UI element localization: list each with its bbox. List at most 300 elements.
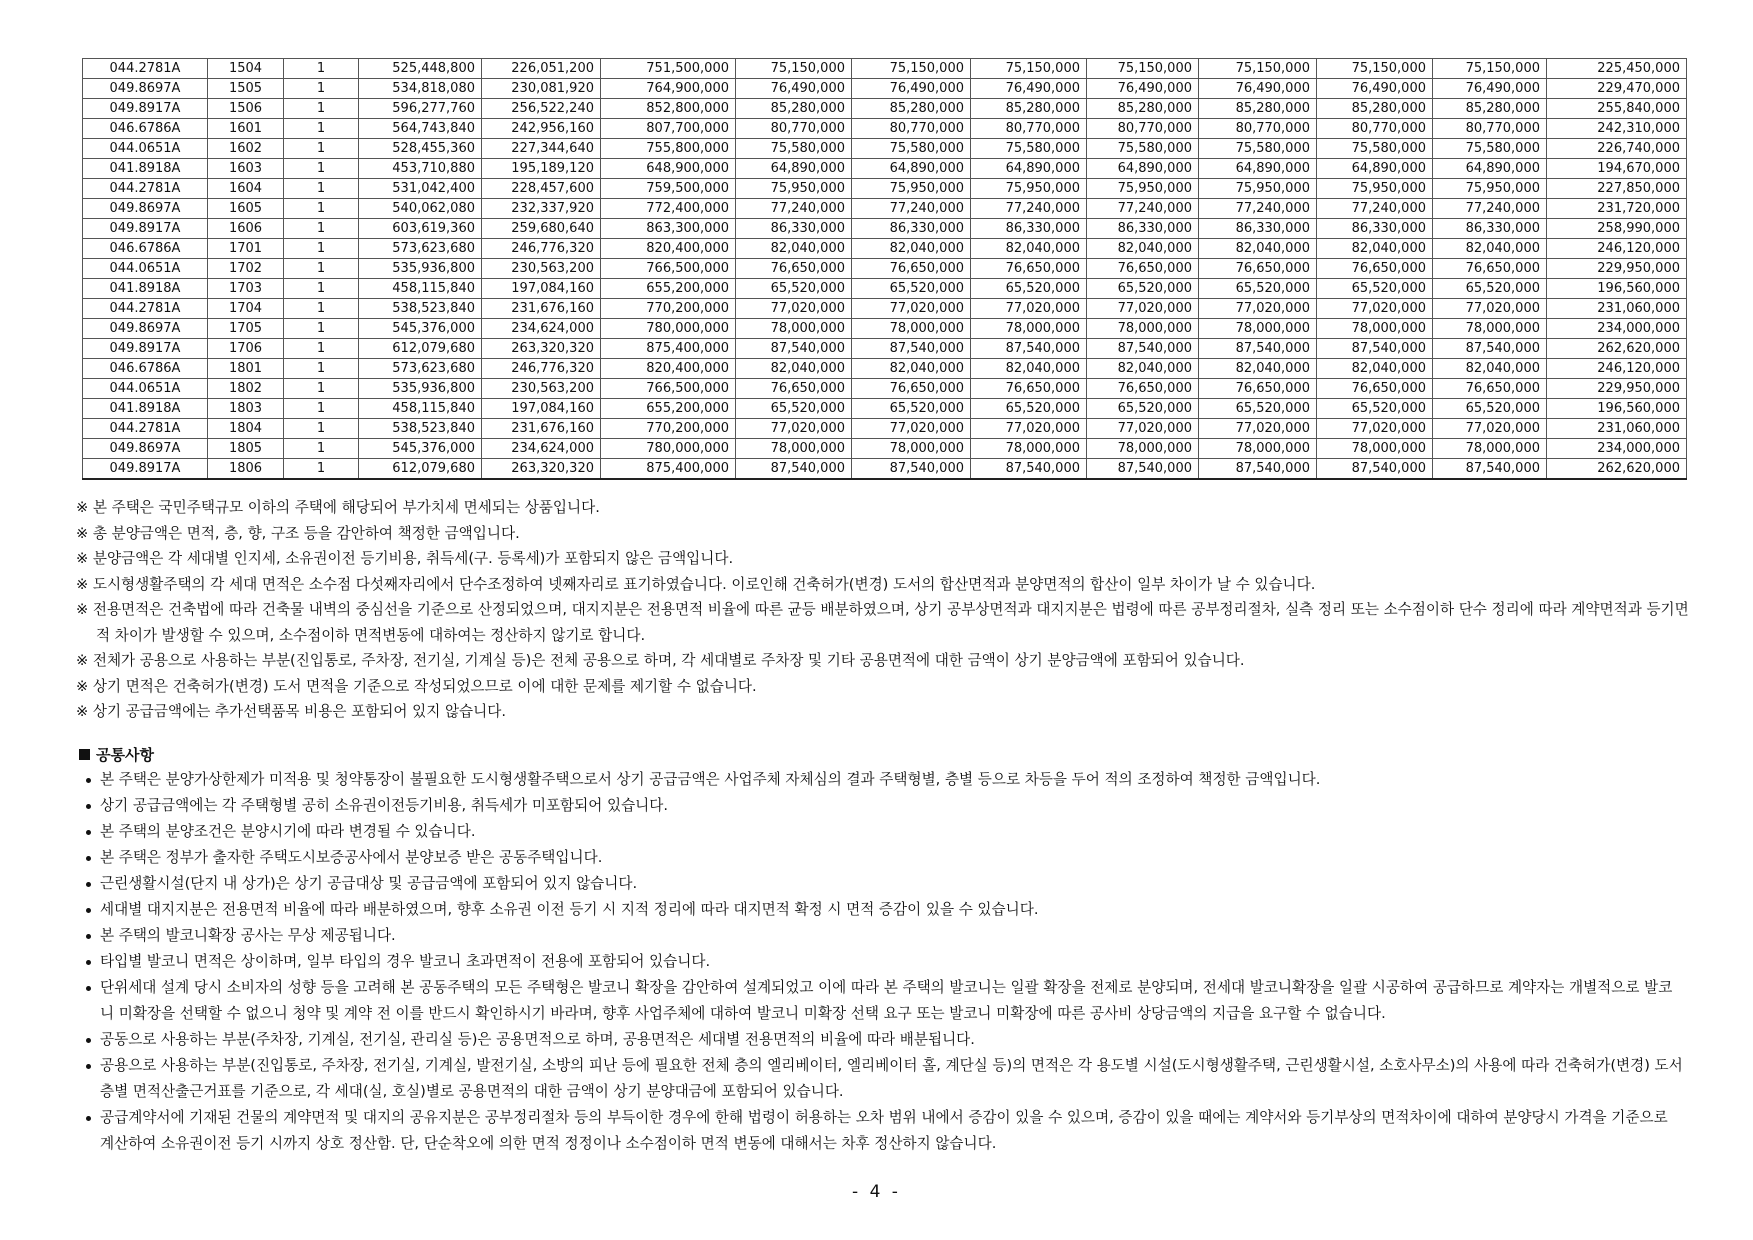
table-cell: 044.0651A (83, 259, 208, 279)
table-cell: 77,020,000 (1317, 419, 1433, 439)
table-cell: 77,240,000 (1433, 199, 1547, 219)
table-cell: 041.8918A (83, 279, 208, 299)
table-cell: 76,650,000 (736, 259, 852, 279)
table-cell: 458,115,840 (359, 399, 482, 419)
table-cell: 044.2781A (83, 419, 208, 439)
table-cell: 65,520,000 (971, 279, 1087, 299)
table-cell: 1 (284, 339, 359, 359)
table-cell: 85,280,000 (971, 99, 1087, 119)
table-cell: 780,000,000 (601, 319, 736, 339)
table-cell: 87,540,000 (1087, 339, 1199, 359)
table-cell: 78,000,000 (1317, 439, 1433, 459)
table-cell: 76,650,000 (736, 379, 852, 399)
table-cell: 82,040,000 (736, 239, 852, 259)
table-cell: 1804 (208, 419, 284, 439)
table-cell: 751,500,000 (601, 59, 736, 79)
table-cell: 65,520,000 (1317, 399, 1433, 419)
note-item: ※ 도시형생활주택의 각 세대 면적은 소수점 다섯째자리에서 단수조정하여 넷째자리로 표기하였습니다. 이로인해 건축허가(변경) 도서의 합산면적과 분양면적의 합산이 일부 차이가 날 수 있습니다. (76, 575, 1316, 593)
table-cell: 78,000,000 (1199, 319, 1317, 339)
table-cell: 86,330,000 (1087, 219, 1199, 239)
table-cell: 65,520,000 (1199, 279, 1317, 299)
table-cell: 230,563,200 (482, 259, 601, 279)
table-cell: 1605 (208, 199, 284, 219)
table-cell: 046.6786A (83, 359, 208, 379)
table-row (83, 239, 1687, 259)
table-cell: 82,040,000 (1199, 359, 1317, 379)
table-cell: 648,900,000 (601, 159, 736, 179)
table-cell: 1603 (208, 159, 284, 179)
common-item: 공동으로 사용하는 부분(주차장, 기계실, 전기실, 관리실 등)은 공용면적으로 하며, 공용면적은 세대별 전용면적의 비율에 따라 배분됩니다. (84, 1027, 1684, 1053)
table-cell: 78,000,000 (971, 319, 1087, 339)
price-table-body (83, 59, 1687, 480)
table-cell: 262,620,000 (1547, 459, 1687, 480)
table-cell: 80,770,000 (1199, 119, 1317, 139)
table-cell: 65,520,000 (1087, 279, 1199, 299)
table-cell: 82,040,000 (736, 359, 852, 379)
table-cell: 75,950,000 (1087, 179, 1199, 199)
table-cell: 77,020,000 (736, 299, 852, 319)
table-cell: 77,240,000 (1087, 199, 1199, 219)
common-item: 본 주택은 분양가상한제가 미적용 및 청약통장이 불필요한 도시형생활주택으로서 상기 공급금액은 사업주체 자체심의 결과 주택형별, 층별 등으로 차등을 두어 적의 조정하여 책정한 금액입니다. (84, 767, 1684, 793)
table-cell: 76,490,000 (1087, 79, 1199, 99)
common-item: 공용으로 사용하는 부분(진입통로, 주차장, 전기실, 기계실, 발전기실, 소방의 피난 등에 필요한 전체 층의 엘리베이터, 엘리베이터 홀, 계단실 등)의 면적은 각 용도별 시설(도시형생활주택, 근린생활시설, 소호사무소)의 사용에 따라 건축허가(변경) 도서 층별 면적산출근거표를 기준으로, 각 세대(실, 호실)별로 공용면적의 대한 금액이 상기 분양대금에 포함되어 있습니다. (84, 1053, 1684, 1105)
table-cell: 234,624,000 (482, 439, 601, 459)
table-cell: 76,650,000 (1317, 259, 1433, 279)
common-item: 공급계약서에 기재된 건물의 계약면적 및 대지의 공유지분은 공부정리절차 등의 부득이한 경우에 한해 법령이 허용하는 오차 범위 내에서 증감이 있을 수 있으며, 증감이 있을 때에는 계약서와 등기부상의 면적차이에 대하여 분양당시 가격을 기준으로 계산하여 소유권이전 등기 시까지 상호 정산함. 단, 단순착오에 의한 면적 정정이나 소수점이하 면적 변동에 대해서는 차후 정산하지 않습니다. (84, 1105, 1684, 1157)
common-section-heading (79, 743, 154, 767)
table-cell: 230,081,920 (482, 79, 601, 99)
table-cell: 1 (284, 279, 359, 299)
table-cell: 044.2781A (83, 179, 208, 199)
table-row (83, 259, 1687, 279)
table-cell: 78,000,000 (1087, 439, 1199, 459)
common-item: 상기 공급금액에는 각 주택형별 공히 소유권이전등기비용, 취득세가 미포함되어 있습니다. (84, 793, 1684, 819)
table-cell: 770,200,000 (601, 419, 736, 439)
table-cell: 76,650,000 (1199, 259, 1317, 279)
table-cell: 044.2781A (83, 299, 208, 319)
table-cell: 545,376,000 (359, 319, 482, 339)
table-cell: 82,040,000 (1087, 239, 1199, 259)
table-cell: 76,490,000 (852, 79, 971, 99)
table-cell: 76,490,000 (1317, 79, 1433, 99)
table-cell: 78,000,000 (736, 319, 852, 339)
table-cell: 77,020,000 (1087, 419, 1199, 439)
table-cell: 612,079,680 (359, 459, 482, 480)
table-cell: 852,800,000 (601, 99, 736, 119)
table-cell: 75,950,000 (736, 179, 852, 199)
table-cell: 528,455,360 (359, 139, 482, 159)
table-cell: 242,956,160 (482, 119, 601, 139)
table-cell: 65,520,000 (1199, 399, 1317, 419)
table-cell: 612,079,680 (359, 339, 482, 359)
table-cell: 229,950,000 (1547, 259, 1687, 279)
table-cell: 64,890,000 (852, 159, 971, 179)
table-cell: 77,240,000 (971, 199, 1087, 219)
table-cell: 85,280,000 (1199, 99, 1317, 119)
table-cell: 76,650,000 (1087, 259, 1199, 279)
table-cell: 041.8918A (83, 159, 208, 179)
table-cell: 82,040,000 (1317, 239, 1433, 259)
table-cell: 655,200,000 (601, 279, 736, 299)
table-row (83, 119, 1687, 139)
table-cell: 535,936,800 (359, 259, 482, 279)
table-cell: 87,540,000 (1433, 459, 1547, 480)
note-item: ※ 상기 면적은 건축허가(변경) 도서 면적을 기준으로 작성되었으므로 이에 대한 문제를 제기할 수 없습니다. (76, 677, 757, 695)
table-cell: 77,240,000 (852, 199, 971, 219)
table-cell: 1 (284, 299, 359, 319)
table-cell: 764,900,000 (601, 79, 736, 99)
table-cell: 1 (284, 359, 359, 379)
table-cell: 65,520,000 (1433, 399, 1547, 419)
table-cell: 77,020,000 (1317, 299, 1433, 319)
table-cell: 1701 (208, 239, 284, 259)
table-row (83, 439, 1687, 459)
table-row (83, 139, 1687, 159)
table-row (83, 379, 1687, 399)
table-cell: 234,624,000 (482, 319, 601, 339)
table-cell: 1 (284, 79, 359, 99)
table-cell: 76,650,000 (852, 379, 971, 399)
table-row (83, 399, 1687, 419)
table-cell: 875,400,000 (601, 459, 736, 480)
table-cell: 80,770,000 (736, 119, 852, 139)
table-cell: 230,563,200 (482, 379, 601, 399)
table-cell: 64,890,000 (1433, 159, 1547, 179)
table-cell: 64,890,000 (1317, 159, 1433, 179)
table-cell: 76,650,000 (852, 259, 971, 279)
table-cell: 77,020,000 (1433, 419, 1547, 439)
table-cell: 80,770,000 (1317, 119, 1433, 139)
common-item: 세대별 대지지분은 전용면적 비율에 따라 배분하였으며, 향후 소유권 이전 등기 시 지적 정리에 따라 대지면적 확정 시 면적 증감이 있을 수 있습니다. (84, 897, 1684, 923)
table-cell: 044.0651A (83, 379, 208, 399)
table-cell: 78,000,000 (1199, 439, 1317, 459)
table-cell: 76,650,000 (1433, 379, 1547, 399)
table-cell: 76,650,000 (1087, 379, 1199, 399)
common-item: 타입별 발코니 면적은 상이하며, 일부 타입의 경우 발코니 초과면적이 전용에 포함되어 있습니다. (84, 949, 1684, 975)
table-cell: 227,850,000 (1547, 179, 1687, 199)
table-cell: 232,337,920 (482, 199, 601, 219)
table-cell: 044.0651A (83, 139, 208, 159)
table-cell: 229,950,000 (1547, 379, 1687, 399)
table-cell: 80,770,000 (971, 119, 1087, 139)
table-cell: 65,520,000 (971, 399, 1087, 419)
common-item: 본 주택은 정부가 출자한 주택도시보증공사에서 분양보증 받은 공동주택입니다. (84, 845, 1684, 871)
table-cell: 1801 (208, 359, 284, 379)
note-item: ※ 총 분양금액은 면적, 층, 향, 구조 등을 감안하여 책정한 금액입니다. (76, 524, 520, 542)
table-cell: 86,330,000 (736, 219, 852, 239)
table-cell: 64,890,000 (736, 159, 852, 179)
common-item: 본 주택의 분양조건은 분양시기에 따라 변경될 수 있습니다. (84, 819, 1684, 845)
table-cell: 1 (284, 59, 359, 79)
table-cell: 564,743,840 (359, 119, 482, 139)
note-item: ※ 분양금액은 각 세대별 인지세, 소유권이전 등기비용, 취득세(구. 등록세)가 포함되지 않은 금액입니다. (76, 550, 734, 567)
table-cell: 1 (284, 459, 359, 480)
table-row (83, 279, 1687, 299)
table-cell: 256,522,240 (482, 99, 601, 119)
table-cell: 538,523,840 (359, 299, 482, 319)
table-cell: 231,676,160 (482, 419, 601, 439)
table-row (83, 319, 1687, 339)
table-cell: 1 (284, 159, 359, 179)
table-cell: 78,000,000 (1317, 319, 1433, 339)
table-cell: 049.8697A (83, 319, 208, 339)
table-cell: 226,051,200 (482, 59, 601, 79)
table-cell: 234,000,000 (1547, 439, 1687, 459)
table-cell: 85,280,000 (1433, 99, 1547, 119)
table-cell: 78,000,000 (852, 439, 971, 459)
table-cell: 755,800,000 (601, 139, 736, 159)
table-cell: 86,330,000 (1199, 219, 1317, 239)
table-cell: 234,000,000 (1547, 319, 1687, 339)
table-cell: 1 (284, 319, 359, 339)
table-cell: 76,650,000 (971, 259, 1087, 279)
table-cell: 87,540,000 (1317, 339, 1433, 359)
table-cell: 1604 (208, 179, 284, 199)
table-cell: 75,580,000 (852, 139, 971, 159)
table-cell: 573,623,680 (359, 359, 482, 379)
table-cell: 545,376,000 (359, 439, 482, 459)
table-cell: 538,523,840 (359, 419, 482, 439)
table-cell: 75,150,000 (852, 59, 971, 79)
table-cell: 263,320,320 (482, 339, 601, 359)
table-row (83, 159, 1687, 179)
table-cell: 76,650,000 (1199, 379, 1317, 399)
table-cell: 766,500,000 (601, 259, 736, 279)
table-cell: 75,950,000 (971, 179, 1087, 199)
table-cell: 82,040,000 (1433, 239, 1547, 259)
table-cell: 534,818,080 (359, 79, 482, 99)
table-cell: 85,280,000 (852, 99, 971, 119)
table-cell: 77,240,000 (1199, 199, 1317, 219)
table-cell: 453,710,880 (359, 159, 482, 179)
table-cell: 75,950,000 (1433, 179, 1547, 199)
table-cell: 1705 (208, 319, 284, 339)
table-cell: 770,200,000 (601, 299, 736, 319)
table-cell: 65,520,000 (1087, 399, 1199, 419)
table-cell: 75,580,000 (1087, 139, 1199, 159)
table-cell: 87,540,000 (1199, 459, 1317, 480)
table-cell: 77,020,000 (1199, 419, 1317, 439)
table-cell: 049.8917A (83, 339, 208, 359)
table-cell: 231,060,000 (1547, 419, 1687, 439)
table-cell: 65,520,000 (736, 399, 852, 419)
table-cell: 87,540,000 (971, 459, 1087, 480)
table-cell: 863,300,000 (601, 219, 736, 239)
table-row (83, 299, 1687, 319)
table-cell: 1 (284, 259, 359, 279)
table-cell: 75,580,000 (1317, 139, 1433, 159)
table-cell: 573,623,680 (359, 239, 482, 259)
table-cell: 78,000,000 (852, 319, 971, 339)
table-cell: 75,950,000 (852, 179, 971, 199)
common-items-list (84, 767, 1684, 1157)
table-cell: 80,770,000 (1433, 119, 1547, 139)
table-row (83, 59, 1687, 79)
table-cell: 77,240,000 (736, 199, 852, 219)
table-cell: 77,020,000 (852, 419, 971, 439)
table-cell: 603,619,360 (359, 219, 482, 239)
note-item: ※ 상기 공급금액에는 추가선택품목 비용은 포함되어 있지 않습니다. (76, 703, 506, 720)
table-cell: 75,580,000 (971, 139, 1087, 159)
table-cell: 1805 (208, 439, 284, 459)
table-cell: 1606 (208, 219, 284, 239)
table-cell: 1706 (208, 339, 284, 359)
table-cell: 246,776,320 (482, 359, 601, 379)
table-cell: 227,344,640 (482, 139, 601, 159)
table-cell: 246,120,000 (1547, 239, 1687, 259)
table-cell: 197,084,160 (482, 399, 601, 419)
table-cell: 76,490,000 (1433, 79, 1547, 99)
table-cell: 77,240,000 (1317, 199, 1433, 219)
table-cell: 76,490,000 (736, 79, 852, 99)
table-cell: 1 (284, 419, 359, 439)
table-cell: 195,189,120 (482, 159, 601, 179)
common-item: 본 주택의 발코니확장 공사는 무상 제공됩니다. (84, 923, 1684, 949)
table-cell: 458,115,840 (359, 279, 482, 299)
table-cell: 78,000,000 (1433, 439, 1547, 459)
table-cell: 77,020,000 (1433, 299, 1547, 319)
table-cell: 196,560,000 (1547, 399, 1687, 419)
table-cell: 87,540,000 (1087, 459, 1199, 480)
table-cell: 049.8697A (83, 199, 208, 219)
table-cell: 1506 (208, 99, 284, 119)
table-cell: 86,330,000 (852, 219, 971, 239)
table-cell: 77,020,000 (971, 419, 1087, 439)
table-row (83, 179, 1687, 199)
table-cell: 87,540,000 (1317, 459, 1433, 480)
table-cell: 86,330,000 (1433, 219, 1547, 239)
table-cell: 75,580,000 (736, 139, 852, 159)
table-row (83, 459, 1687, 480)
table-cell: 85,280,000 (736, 99, 852, 119)
table-cell: 1 (284, 199, 359, 219)
table-cell: 75,580,000 (1433, 139, 1547, 159)
table-cell: 049.8697A (83, 439, 208, 459)
table-cell: 1803 (208, 399, 284, 419)
table-cell: 1802 (208, 379, 284, 399)
table-cell: 596,277,760 (359, 99, 482, 119)
table-cell: 75,950,000 (1317, 179, 1433, 199)
table-cell: 1 (284, 139, 359, 159)
table-cell: 229,470,000 (1547, 79, 1687, 99)
table-cell: 231,060,000 (1547, 299, 1687, 319)
table-cell: 87,540,000 (1199, 339, 1317, 359)
table-cell: 225,450,000 (1547, 59, 1687, 79)
table-cell: 196,560,000 (1547, 279, 1687, 299)
table-cell: 75,150,000 (736, 59, 852, 79)
table-cell: 228,457,600 (482, 179, 601, 199)
table-cell: 78,000,000 (1087, 319, 1199, 339)
table-cell: 75,150,000 (1199, 59, 1317, 79)
table-row (83, 199, 1687, 219)
table-cell: 76,650,000 (1317, 379, 1433, 399)
note-item: ※ 본 주택은 국민주택규모 이하의 주택에 해당되어 부가치세 면세되는 상품입니다. (76, 499, 600, 516)
table-cell: 82,040,000 (971, 239, 1087, 259)
table-cell: 76,490,000 (1199, 79, 1317, 99)
table-cell: 76,650,000 (1433, 259, 1547, 279)
table-cell: 87,540,000 (971, 339, 1087, 359)
table-cell: 64,890,000 (1087, 159, 1199, 179)
table-cell: 263,320,320 (482, 459, 601, 480)
table-cell: 64,890,000 (1199, 159, 1317, 179)
table-cell: 78,000,000 (736, 439, 852, 459)
table-cell: 87,540,000 (852, 459, 971, 480)
table-cell: 820,400,000 (601, 359, 736, 379)
table-cell: 525,448,800 (359, 59, 482, 79)
table-cell: 64,890,000 (971, 159, 1087, 179)
table-cell: 046.6786A (83, 239, 208, 259)
table-cell: 044.2781A (83, 59, 208, 79)
table-cell: 772,400,000 (601, 199, 736, 219)
table-cell: 259,680,640 (482, 219, 601, 239)
table-cell: 255,840,000 (1547, 99, 1687, 119)
table-cell: 046.6786A (83, 119, 208, 139)
table-cell: 86,330,000 (1317, 219, 1433, 239)
table-cell: 77,020,000 (1199, 299, 1317, 319)
table-cell: 85,280,000 (1087, 99, 1199, 119)
table-cell: 82,040,000 (1433, 359, 1547, 379)
table-cell: 655,200,000 (601, 399, 736, 419)
table-cell: 820,400,000 (601, 239, 736, 259)
price-table (82, 58, 1687, 480)
table-cell: 82,040,000 (971, 359, 1087, 379)
table-cell: 87,540,000 (852, 339, 971, 359)
table-cell: 75,150,000 (1317, 59, 1433, 79)
table-cell: 231,720,000 (1547, 199, 1687, 219)
table-cell: 1703 (208, 279, 284, 299)
table-cell: 540,062,080 (359, 199, 482, 219)
table-cell: 78,000,000 (1433, 319, 1547, 339)
table-cell: 82,040,000 (1087, 359, 1199, 379)
table-cell: 535,936,800 (359, 379, 482, 399)
table-cell: 226,740,000 (1547, 139, 1687, 159)
table-cell: 1 (284, 99, 359, 119)
square-bullet-icon (79, 749, 90, 760)
table-cell: 531,042,400 (359, 179, 482, 199)
table-cell: 85,280,000 (1317, 99, 1433, 119)
table-cell: 246,776,320 (482, 239, 601, 259)
table-cell: 82,040,000 (852, 239, 971, 259)
table-cell: 1 (284, 379, 359, 399)
table-cell: 041.8918A (83, 399, 208, 419)
table-cell: 77,020,000 (1087, 299, 1199, 319)
table-cell: 75,950,000 (1199, 179, 1317, 199)
table-cell: 75,150,000 (971, 59, 1087, 79)
notes-list (76, 495, 1691, 725)
table-cell: 76,490,000 (971, 79, 1087, 99)
table-cell: 87,540,000 (736, 459, 852, 480)
table-row (83, 219, 1687, 239)
table-cell: 1 (284, 219, 359, 239)
table-cell: 1704 (208, 299, 284, 319)
table-cell: 1 (284, 439, 359, 459)
table-cell: 1602 (208, 139, 284, 159)
table-cell: 197,084,160 (482, 279, 601, 299)
table-row (83, 359, 1687, 379)
table-cell: 80,770,000 (1087, 119, 1199, 139)
table-cell: 1504 (208, 59, 284, 79)
table-cell: 759,500,000 (601, 179, 736, 199)
table-cell: 246,120,000 (1547, 359, 1687, 379)
table-cell: 78,000,000 (971, 439, 1087, 459)
table-cell: 807,700,000 (601, 119, 736, 139)
table-cell: 65,520,000 (852, 279, 971, 299)
table-cell: 194,670,000 (1547, 159, 1687, 179)
table-cell: 82,040,000 (852, 359, 971, 379)
common-item: 근린생활시설(단지 내 상가)은 상기 공급대상 및 공급금액에 포함되어 있지 않습니다. (84, 871, 1684, 897)
table-cell: 76,650,000 (971, 379, 1087, 399)
table-cell: 87,540,000 (736, 339, 852, 359)
